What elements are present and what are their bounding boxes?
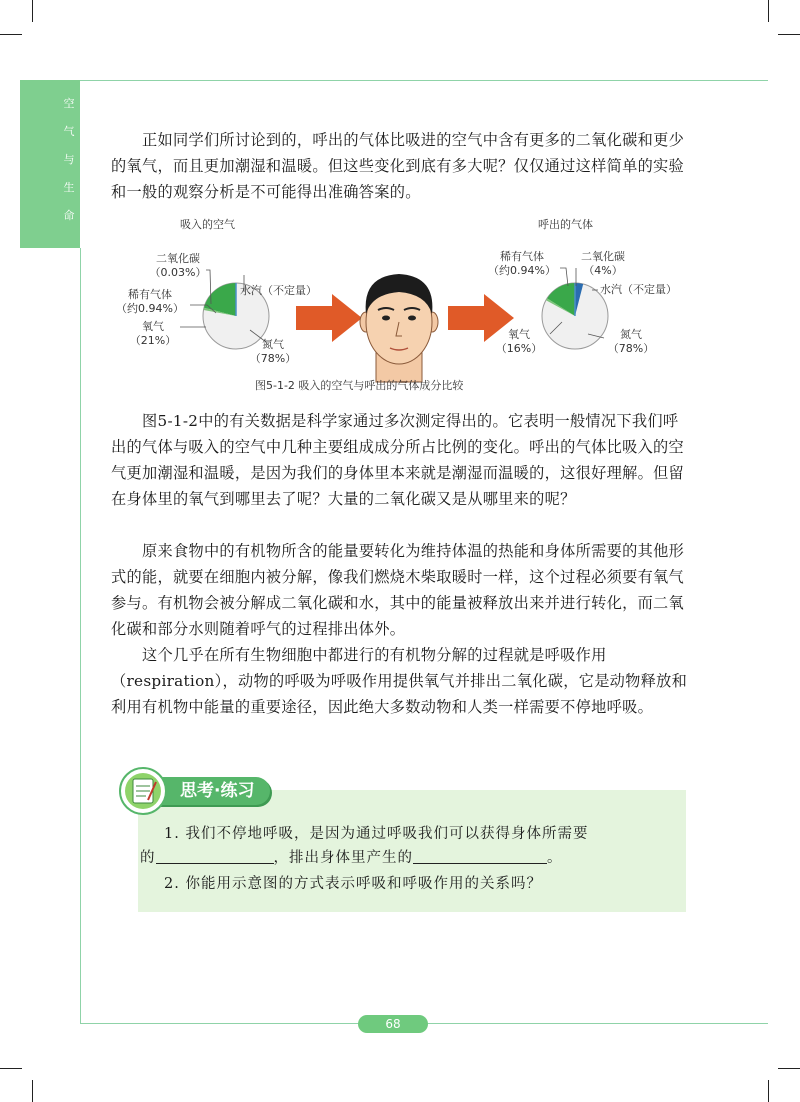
inhaled-nitrogen-name: 氮气 (262, 338, 284, 351)
exhaled-nitrogen-label (606, 328, 656, 356)
exhaled-water-vapor-label: 水汽（不定量） (600, 283, 677, 296)
question-2: 2. 你能用示意图的方式表示呼吸和呼吸作用的关系吗？ (164, 876, 542, 892)
top-rule (80, 80, 768, 81)
figure-caption: 图5-1-2 吸入的空气与呼出的气体成分比较 (255, 379, 464, 392)
face-illustration (360, 274, 438, 382)
exercise-heading: 思考·练习 (152, 777, 270, 805)
inhaled-water-vapor-label: 水汽（不定量） (240, 284, 317, 297)
exhaled-co2-label (570, 250, 636, 278)
paragraph-respiration: 这个几乎在所有生物细胞中都进行的有机物分解的过程就是呼吸作用（respiration），动物的呼吸为呼吸作用提供氧气并排出二氧化碳，它是动物释放和利用有机物中能量的重要途径，因此绝大多数动物和人类一样需要不停地呼吸。 (111, 646, 688, 716)
paragraph-data-explanation: 图5-1-2中的有关数据是科学家通过多次测定得出的。它表明一般情况下我们呼出的气体与吸入的空气中几种主要组成成分所占比例的变化。呼出的气体比吸入的空气更加潮湿和温暖，是因为我们的身体里本来就是潮湿而温暖的，这很好理解。但留在身体里的氧气到哪里去了呢？大量的二氧化碳又是从哪里来的呢？ (111, 412, 685, 508)
side-tab-char: 空 (63, 97, 75, 110)
paragraph-intro: 正如同学们所讨论到的，呼出的气体比吸进的空气中含有更多的二氧化碳和更少的氧气，而且更加潮湿和温暖。但这些变化到底有多大呢？仅仅通过这样简单的实验和一般的观察分析是不可能得出准确答案的。 (111, 131, 685, 201)
paragraph-energy: 原来食物中的有机物所含的能量要转化为维持体温的热能和身体所需要的其他形式的能，就要在细胞内被分解，像我们燃烧木柴取暖时一样，这个过程必须要有氧气参与。有机物会被分解成二氧化碳和水，其中的能量被释放出来并进行转化，而二氧化碳和部分水则随着呼气的过程排出体外。 (111, 542, 685, 638)
arrow-shape (296, 294, 362, 342)
exhaled-nitrogen-value: （78%） (607, 342, 655, 355)
crop-mark (778, 1068, 800, 1069)
page-number: 68 (358, 1015, 428, 1033)
crop-mark (0, 34, 22, 35)
figure-5-1-2 (110, 210, 690, 400)
exhaled-co2-name: 二氧化碳 (581, 250, 625, 263)
question-1-text-b: ，排出身体里产生的 (273, 850, 413, 866)
crop-mark (768, 1080, 769, 1102)
eye (382, 316, 390, 321)
exhaled-co2-value: （4%） (583, 264, 623, 277)
exhaled-oxygen-value: （16%） (495, 342, 543, 355)
crop-mark (32, 1080, 33, 1102)
inhaled-co2-name: 二氧化碳 (156, 252, 200, 265)
inhaled-co2-label (146, 252, 210, 280)
side-tab-char: 生 (63, 181, 75, 194)
inhaled-co2-value: （0.03%） (149, 266, 207, 279)
exhaled-gas-title: 呼出的气体 (538, 218, 593, 231)
notepad-icon (118, 766, 168, 816)
side-tab-char: 命 (63, 209, 75, 222)
chapter-side-tab (20, 80, 80, 248)
side-tab-char: 与 (63, 153, 75, 166)
inhaled-oxygen-name: 氧气 (142, 320, 164, 333)
crop-mark (778, 34, 800, 35)
exhaled-oxygen-name: 氧气 (508, 328, 530, 341)
side-rule (80, 248, 81, 1023)
exhaled-rare-gas-label (482, 250, 562, 278)
inhaled-air-title: 吸入的空气 (180, 218, 235, 231)
inhaled-rare-gas-label (112, 288, 188, 316)
exhaled-rare-gas-value: （约0.94%） (488, 264, 556, 277)
exercise-icon (118, 766, 168, 816)
inhaled-nitrogen-label (248, 338, 298, 366)
exhaled-oxygen-label (494, 328, 544, 356)
inhaled-rare-gas-value: （约0.94%） (116, 302, 184, 315)
crop-mark (768, 0, 769, 22)
exhaled-pie (542, 283, 608, 349)
side-tab-char: 气 (63, 125, 75, 138)
question-1-text-a: 的 (140, 850, 156, 866)
eye (408, 316, 416, 321)
crop-mark (0, 1068, 22, 1069)
crop-mark (32, 0, 33, 22)
inhaled-nitrogen-value: （78%） (249, 352, 297, 365)
question-1-text-end: 。 (547, 850, 563, 866)
inhaled-rare-gas-name: 稀有气体 (128, 288, 172, 301)
answer-blank-2[interactable] (413, 847, 547, 864)
exhaled-nitrogen-name: 氮气 (620, 328, 642, 341)
answer-blank-1[interactable] (156, 847, 274, 864)
figure-graphics (110, 210, 690, 400)
inhaled-oxygen-value: （21%） (129, 334, 177, 347)
inhaled-oxygen-label (126, 320, 180, 348)
question-1-line-1: 1. 我们不停地呼吸，是因为通过呼吸我们可以获得身体所需要 (164, 826, 589, 842)
exhaled-rare-gas-name: 稀有气体 (500, 250, 544, 263)
question-1-line-2 (140, 846, 563, 870)
